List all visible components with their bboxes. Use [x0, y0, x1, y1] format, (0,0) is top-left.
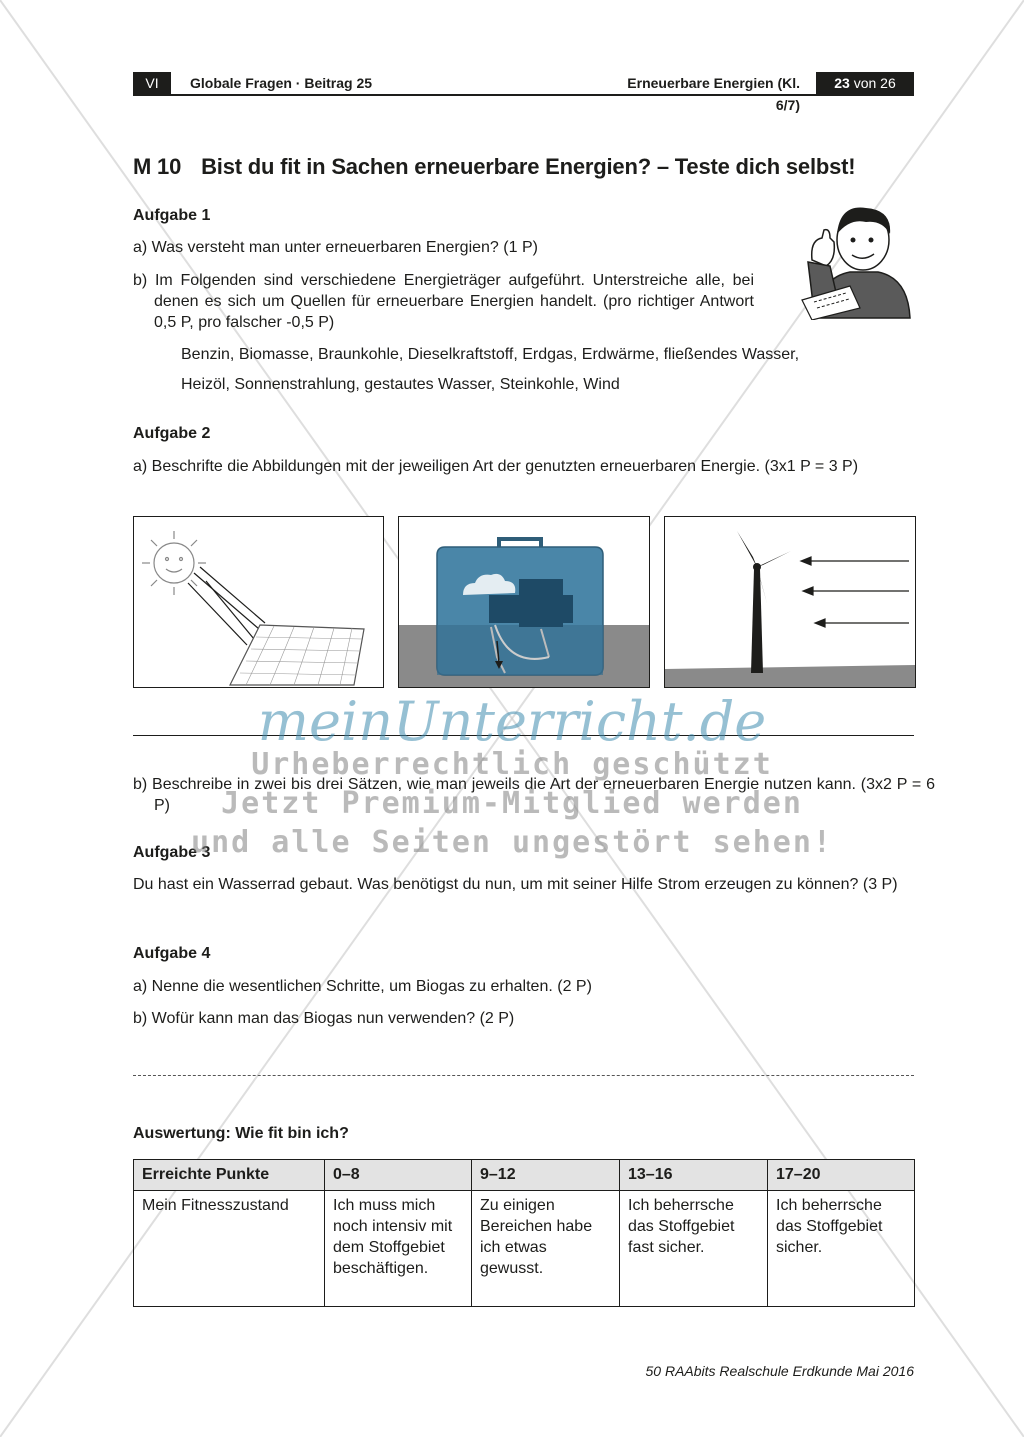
table-header-cell: 9–12 — [472, 1160, 620, 1191]
page-number — [816, 72, 914, 94]
watermark-line2: Jetzt Premium-Mitglied werden — [221, 786, 803, 821]
table-cell: Zu einigen Bereichen habe ich etwas gewusst. — [472, 1191, 620, 1307]
page-total: von 26 — [853, 75, 896, 91]
page-current: 23 — [834, 75, 850, 91]
task4-heading: Aufgabe 4 — [133, 945, 211, 962]
task4-b: b) Wofür kann man das Biogas nun verwenden? (2 P) — [133, 1010, 515, 1027]
evaluation-table — [133, 1159, 915, 1307]
task1-a: a) Was versteht man unter erneuerbaren Energien? (1 P) — [133, 239, 538, 256]
task1-heading: Aufgabe 1 — [133, 207, 211, 224]
header-series: Globale Fragen · Beitrag 25 — [190, 75, 373, 91]
table-cell: Mein Fitnesszustand — [134, 1191, 325, 1307]
footer-source: 50 RAAbits Realschule Erdkunde Mai 2016 — [645, 1363, 914, 1379]
table-header-cell: 0–8 — [325, 1160, 472, 1191]
student-thumbs-up-illustration — [800, 200, 914, 320]
page-title — [133, 154, 855, 180]
task4-a: a) Nenne die wesentlichen Schritte, um Biogas zu erhalten. (2 P) — [133, 978, 592, 995]
task2-b: b) Beschreibe in zwei bis drei Sätzen, wie man jeweils die Art der erneuerbaren Energie nutzen kann. (3x2 P = 6 P) — [133, 776, 935, 814]
biogas-plant-illustration — [398, 516, 650, 688]
dashed-separator — [133, 1075, 914, 1076]
task2-heading: Aufgabe 2 — [133, 425, 211, 442]
solar-energy-illustration — [133, 516, 384, 688]
energy-list-line2: Heizöl, Sonnenstrahlung, gestautes Wasser, Steinkohle, Wind — [181, 376, 620, 393]
header-section: VI — [133, 72, 171, 94]
table-header-cell: 17–20 — [768, 1160, 915, 1191]
evaluation-heading: Auswertung: Wie fit bin ich? — [133, 1125, 349, 1142]
watermark-line3: und alle Seiten ungestört sehen! — [191, 825, 833, 860]
task2-a: a) Beschrifte die Abbildungen mit der jeweiligen Art der genutzten erneuerbaren Energie. (3x1 P = 3 P) — [133, 458, 859, 475]
table-cell: Ich beherrsche das Stoffgebiet fast sicher. — [620, 1191, 768, 1307]
watermark-line1: Urheberrechtlich geschützt — [251, 747, 773, 782]
table-header-cell: 13–16 — [620, 1160, 768, 1191]
wind-turbine-illustration — [664, 516, 916, 688]
table-header-cell: Erreichte Punkte — [134, 1160, 325, 1191]
energy-list-line1: Benzin, Biomasse, Braunkohle, Dieselkraftstoff, Erdgas, Erdwärme, fließendes Wasser, — [181, 346, 800, 363]
answer-line — [133, 735, 914, 736]
table-cell: Ich muss mich noch intensiv mit dem Stoffgebiet beschäftigen. — [325, 1191, 472, 1307]
task1-b: b) Im Folgenden sind verschiedene Energieträger aufgeführt. Unterstreiche alle, bei denen es sich um Quellen für erneuerbare Energien handelt. (pro richtiger Antwort 0,5 P, pro falscher -0,5 P) — [133, 272, 754, 331]
material-number: M 10 — [133, 154, 182, 179]
table-cell: Ich beherrsche das Stoffgebiet sicher. — [768, 1191, 915, 1307]
table-row — [134, 1191, 915, 1307]
watermark-logo: meinUnterricht.de — [257, 690, 767, 753]
title-text: Bist du fit in Sachen erneuerbare Energien? – Teste dich selbst! — [201, 154, 856, 179]
task3-heading: Aufgabe 3 — [133, 844, 211, 861]
task3-text: Du hast ein Wasserrad gebaut. Was benötigst du nun, um mit seiner Hilfe Strom erzeugen zu können? (3 P) — [133, 876, 898, 893]
header-topic: Erneuerbare Energien (Kl. 6/7) — [627, 75, 800, 113]
table-header-row — [134, 1160, 915, 1191]
